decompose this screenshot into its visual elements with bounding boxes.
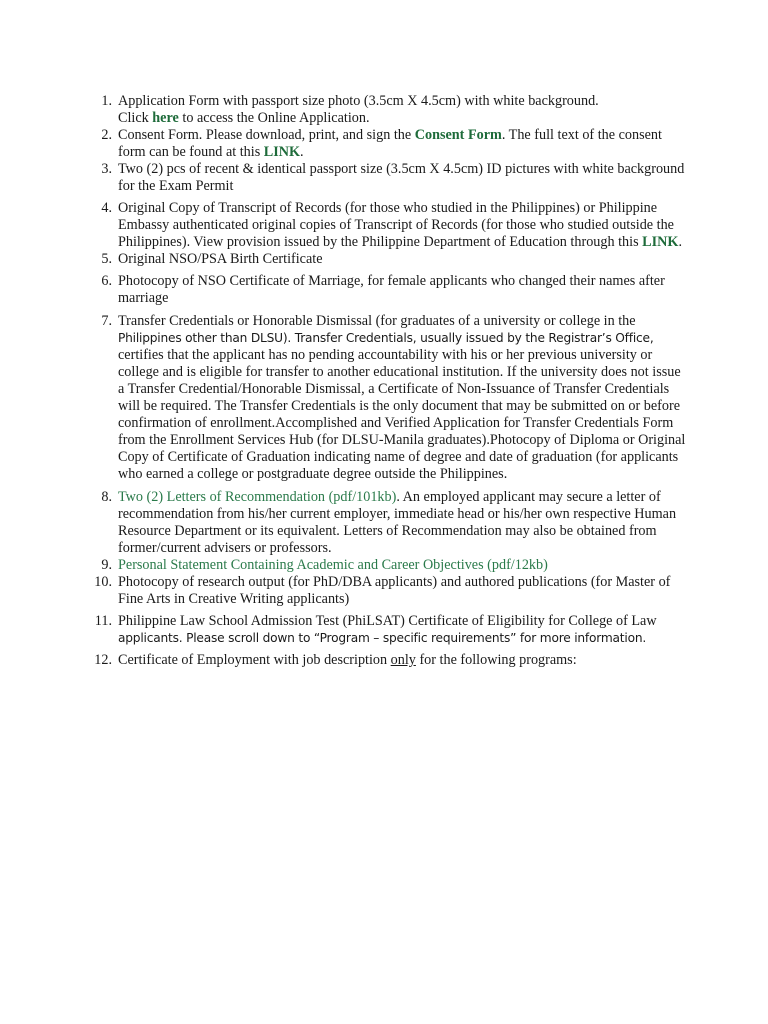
list-item bbox=[86, 489, 686, 557]
item-text: Consent Form. Please download, print, and sign the bbox=[118, 127, 415, 143]
item-text: Photocopy of NSO Certificate of Marriage, for female applicants who changed their names after marriage bbox=[118, 273, 665, 306]
item-number: 1. bbox=[101, 93, 112, 109]
deped-provision-link[interactable]: LINK bbox=[642, 234, 679, 250]
list-item bbox=[86, 200, 686, 251]
list-item bbox=[86, 127, 686, 161]
item-text: . bbox=[300, 144, 304, 160]
list-item bbox=[86, 557, 686, 574]
item-number: 8. bbox=[101, 489, 112, 505]
list-item bbox=[86, 574, 686, 608]
item-number: 3. bbox=[101, 161, 112, 177]
item-text: Original NSO/PSA Birth Certificate bbox=[118, 251, 323, 267]
list-item bbox=[86, 613, 686, 647]
item-text: . bbox=[678, 234, 682, 250]
list-item bbox=[86, 161, 686, 195]
item-text: Photocopy of research output (for PhD/DBA applicants) and authored publications (for Master of Fine Arts in Creative Writing applicants) bbox=[118, 574, 671, 607]
requirements-list bbox=[86, 93, 686, 669]
item-number: 10. bbox=[94, 574, 112, 590]
item-text: Certificate of Employment with job description bbox=[118, 652, 391, 668]
item-text: Original Copy of Transcript of Records (for those who studied in the Philippines) or Philippine Embassy authenticated original copies of Transcript of Records (for those who studied outside the Philippines). View provision issued by the Philippine Department of Education through this bbox=[118, 200, 674, 250]
item-number: 12. bbox=[94, 652, 112, 668]
item-number: 6. bbox=[101, 273, 112, 289]
list-item bbox=[86, 251, 686, 268]
consent-form-link[interactable]: Consent Form bbox=[414, 127, 502, 143]
list-item bbox=[86, 93, 686, 127]
item-number: 4. bbox=[101, 200, 112, 216]
consent-text-link[interactable]: LINK bbox=[263, 144, 301, 160]
item-text: to access the Online Application. bbox=[178, 110, 370, 126]
item-number: 2. bbox=[101, 127, 112, 143]
item-text: certifies that the applicant has no pending accountability with his or her previous university or college and is eligible for transfer to another educational institution. If the university does not issue a Transfer Credential/Honorable Dismissal, a Certificate of Non-Issuance of Transfer Credentials will be required. The Transfer Credentials is the only document that may be submitted on or before confirmation of enrollment.Accomplished and Verified Application for Transfer Credentials Form from the Enrollment Services Hub (for DLSU-Manila graduates).Photocopy of Diploma or Original Copy of Certificate of Graduation indicating name of degree and date of graduation (for applicants who earned a college or postgraduate degree outside the Philippines. bbox=[118, 347, 686, 482]
item-text: Two (2) pcs of recent & identical passport size (3.5cm X 4.5cm) ID pictures with white background for the Exam Permit bbox=[118, 161, 685, 194]
item-text: Transfer Credentials or Honorable Dismissal (for graduates of a university or college in the bbox=[118, 313, 636, 329]
item-text: . An employed applicant may secure a letter of recommendation from his/her current employer, immediate head or his/her own respective Human Resource Department or its equivalent. Letters of Recommendation may also be obtained from former/current advisers or professors. bbox=[118, 489, 677, 556]
item-number: 5. bbox=[101, 251, 112, 267]
list-item bbox=[86, 313, 686, 483]
item-text-sans: Philippines other than DLSU). Transfer Credentials, usually issued by the Registrar’s Office, bbox=[118, 331, 654, 345]
item-number: 7. bbox=[101, 313, 112, 329]
item-text: Philippine Law School Admission Test (PhiLSAT) Certificate of Eligibility for College of Law bbox=[118, 613, 657, 629]
emphasis-only: only bbox=[390, 652, 416, 668]
item-number: 11. bbox=[94, 613, 112, 629]
item-text: . The full text of the consent form can be found at this bbox=[118, 127, 662, 160]
list-item bbox=[86, 273, 686, 307]
item-text: for the following programs: bbox=[415, 652, 577, 668]
item-text: Application Form with passport size photo (3.5cm X 4.5cm) with white background. bbox=[118, 93, 599, 109]
item-text-sans: applicants. Please scroll down to “Program – specific requirements” for more information. bbox=[118, 631, 647, 645]
item-number: 9. bbox=[101, 557, 112, 573]
recommendation-letters-link[interactable]: Two (2) Letters of Recommendation (pdf/101kb) bbox=[118, 489, 397, 505]
online-application-link[interactable]: here bbox=[152, 110, 179, 126]
personal-statement-link[interactable]: Personal Statement Containing Academic and Career Objectives (pdf/12kb) bbox=[118, 557, 548, 573]
item-text: Click bbox=[118, 110, 153, 126]
list-item bbox=[86, 652, 686, 669]
